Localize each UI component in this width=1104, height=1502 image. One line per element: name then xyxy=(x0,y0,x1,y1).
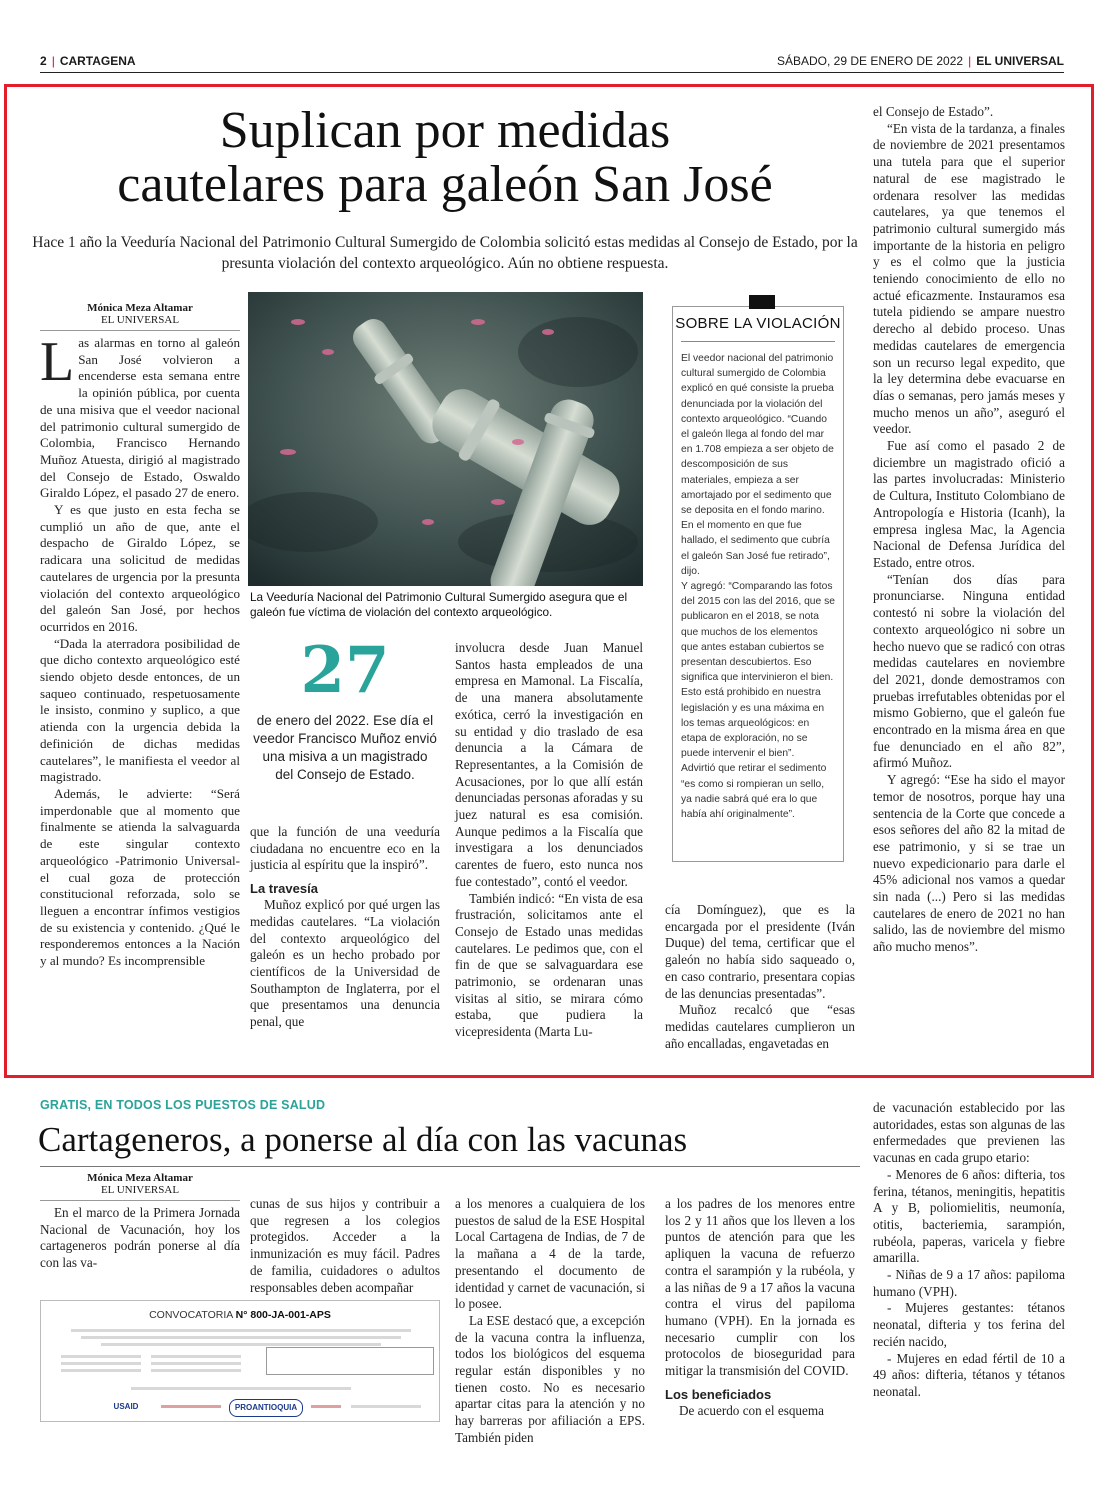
newspaper-name: EL UNIVERSAL xyxy=(976,54,1064,68)
paragraph: “Tenían dos días para pronunciarse. Ninguna entidad contestó ni sobre la violación del contexto arqueológico ni sobre un hecho nuevo que se radicó con otras medidas cautelares en noviembre del 2021, donde demostramos con pruebas irrefutables obtenidas por el mismo Gobierno, que el galeón fue encontrado en la misma área en que fue denunciado en el año 82”, afirmó Muñoz. xyxy=(873,571,1065,771)
sidebar-box xyxy=(672,306,844,862)
article-photo xyxy=(248,292,643,586)
article-headline xyxy=(30,104,860,212)
byline-rule xyxy=(40,1200,240,1201)
page-header: 2 | CARTAGENA SÁBADO, 29 DE ENERO DE 2022 | EL UNIVERSAL xyxy=(40,54,1064,68)
article-column-3 xyxy=(455,640,643,1041)
article-dek: Hace 1 año la Veeduría Nacional del Patrimonio Cultural Sumergido de Colombia solicitó estas medidas al Consejo de Estado, por la presunta violación del contexto arqueológico. Aún no obtiene respuesta. xyxy=(32,234,858,272)
usaid-logo: USAID xyxy=(113,1402,139,1411)
paragraph: “En vista de la tardanza, a finales de noviembre de 2021 presentamos una tutela para que el superior natural de ese magistrado le ordenara resolver las medidas cautelares, ya que tenemos el patrimonio cultural sumergido más importante de la historia en peligro y es el colmo que la justicia teniendo conocimiento de ello no actué eficazmente. Instauramos esa tutela pidiendo se ampare nuestro derecho al debido proceso. Unas medidas cautelares de emergencia son un recurso legal expedito, que la ley determina debe evacuarse en días o semanas, pero jamás meses y mucho menos un año”, aseguró el veedor. xyxy=(873,120,1065,437)
paragraph: cía Domínguez), que es la encargada por el presidente (Iván Duque) del tema, certificar que el galeón no había sido saqueado o, en caso contrario, presentara copias de las denuncias presentadas”. xyxy=(665,902,855,1001)
article-column-1 xyxy=(40,302,240,970)
article2-column-3 xyxy=(455,1196,645,1447)
article2-column-1 xyxy=(40,1172,240,1272)
header-rule xyxy=(40,72,1064,73)
byline xyxy=(40,302,240,326)
paragraph: - Niñas de 9 a 17 años: papiloma humano (VPH). xyxy=(873,1267,1065,1299)
article2-headline: Cartageneros, a ponerse al día con las vacunas xyxy=(38,1120,688,1159)
paragraph: a los padres de los menores entre los 2 y 11 años que los lleven a los puntos de atención para que les apliquen la vacuna de refuerzo contra el sarampión y la rubéola, y a las niñas de 9 a 17 años la vacuna contra el virus del papiloma humano (VPH). En la jornada es necesario cumplir con los protocolos de bioseguridad para mitigar la transmisión del COVID. xyxy=(665,1196,855,1379)
advertisement xyxy=(40,1300,440,1422)
article2-byline xyxy=(40,1172,240,1196)
paragraph: - Menores de 6 años: difteria, tos ferina, tétanos, meningitis, hepatitis A y B, poliomielitis, neumonía, otitis, bacteriemia, sarampión, rubéola, paperas, varicela y fiebre amarilla. xyxy=(873,1166,1065,1266)
paragraph: De acuerdo con el esquema xyxy=(679,1402,824,1418)
subhead: Los beneficiados xyxy=(665,1386,772,1402)
paragraph: as alarmas en torno al galeón San José volvieron a encenderse esta semana entre la opinión pública, por cuenta de una misiva que el veedor nacional del patrimonio cultural sumergido de Colombia, Francisco Hernando Muñoz Atuesta, dirigió al magistrado del Consejo de Estado, Oswaldo Giraldo López, el pasado 27 de enero. xyxy=(40,335,240,501)
proantioquia-logo: PROANTIOQUIA xyxy=(229,1399,303,1417)
article2-kicker: GRATIS, EN TODOS LOS PUESTOS DE SALUD xyxy=(40,1098,326,1112)
ad-title: CONVOCATORIA N° 800-JA-001-APS xyxy=(149,1309,331,1321)
issue-date: SÁBADO, 29 DE ENERO DE 2022 xyxy=(777,54,964,68)
author-name: Mónica Meza Altamar xyxy=(87,1172,193,1184)
article2-rule xyxy=(40,1166,860,1167)
paragraph: En el marco de la Primera Jornada Nacional de Vacunación, hoy los cartageneros podrán ponerse al día con las va- xyxy=(40,1205,240,1271)
ad-info-box xyxy=(266,1347,434,1375)
paragraph: cunas de sus hijos y contribuir a que regresen a los colegios protegidos. Acceder a la inmunización es muy fácil. Padres de familia, cuidadores o adultos responsables deben acompañar xyxy=(250,1196,440,1295)
paragraph: - Mujeres en edad fértil de 10 a 49 años: difteria, tétanos y tétanos neonatal. xyxy=(873,1350,1065,1399)
section-name: CARTAGENA xyxy=(59,54,136,68)
author-org: EL UNIVERSAL xyxy=(100,314,180,326)
sidebar-title: SOBRE LA VIOLACIÓN xyxy=(675,315,841,332)
paragraph: Fue así como el pasado 2 de diciembre un magistrado ofició a las partes involucradas: Ministerio de Cultura, Instituto Colombiano de Antropología e Historia (Icanh), la empresa inglesa Mac, la Agencia Nacional de Defensa Jurídica del Estado, entre otros. xyxy=(873,438,1065,570)
subhead: La travesía xyxy=(250,881,318,897)
paragraph: involucra desde Juan Manuel Santos hasta empleados de una empresa en Mamonal. La Fiscalía, de una manera absolutamente exótica, cerró la investigación en su entidad y dio traslado de esa denuncia a la Cámara de Representantes, a la Comisión de Acusaciones, por lo que allí están denunciadas personas aforadas y su juez natural es esa comisión. Aunque pedimos a la Fiscalía que investigara a los denunciados carentes de fuero, esto nunca nos fue contestado”, contó el veedor. xyxy=(455,640,643,889)
paragraph: Además, le advierte: “Será imperdonable que al momento que finalmente se atienda la salvaguarda de este singular contexto arqueológico -Patrimonio Universal- el cual goza de protección constitucional reforzada, solo se lleguen a encontrar ínfimos vestigios de su existencia y contenido. ¿Qué le responderemos entonces a la Nación y al mundo? Es incomprensible xyxy=(40,785,240,969)
sidebar-paragraph: Y agregó: “Comparando las fotos del 2015 con las del 2016, que se publicaron en el 2018, se nota que muchos de los elementos que antes estaban cubiertos se presentan descubiertos. Eso significa que intervinieron el bien. Esto está prohibido en nuestra legislación y es una máxima en los temas arqueológicos: en etapa de exploración, no se puede intervenir el bien”. xyxy=(681,581,836,760)
paragraph: que la función de una veeduría ciudadana no encuentre eco en la justicia al espíritu que la inspiró”. xyxy=(250,824,440,873)
sidebar-bar xyxy=(749,295,775,309)
sidebar-rule xyxy=(681,341,835,342)
paragraph: a los menores a cualquiera de los puestos de salud de la ESE Hospital Local Cartagena de Indias, de 7 de la mañana a 4 de la tarde, presentando el documento de identidad y carnet de vacunación, si lo posee. xyxy=(455,1196,645,1312)
paragraph: de vacunación establecido por las autoridades, estas son algunas de las enfermedades que previenen las vacunas en cada grupo etario: xyxy=(873,1100,1065,1166)
article-column-2 xyxy=(250,824,440,1031)
article2-column-4 xyxy=(665,1196,855,1419)
paragraph: - Mujeres gestantes: tétanos neonatal, difteria y tos ferina del recién nacido, xyxy=(873,1300,1065,1349)
photo-caption: La Veeduría Nacional del Patrimonio Cultural Sumergido asegura que el galeón fue víctima de violación del contexto arqueológico. xyxy=(250,590,628,619)
paragraph: También indicó: “En vista de esa frustración, solicitamos ante el Consejo de Estado unas medidas cautelares. Le pedimos que, con el fin de que se salvaguardara ese patrimonio, se ordenaran unas visitas al sitio, se mirara cómo estaba, que pudiera la vicepresidenta (Marta Lu- xyxy=(455,890,643,1040)
page-number: 2 xyxy=(40,54,47,68)
article-column-4 xyxy=(665,902,855,1052)
paragraph: Y es que justo en esta fecha se cumplió un año de que, ante el despacho de Giraldo López, se radicara una solicitud de medidas cautelares de urgencia por la presunta violación del contexto arqueológico del galeón San José, por hechos ocurridos en 2016. xyxy=(40,502,240,634)
sidebar-paragraph: Advirtió que retirar el sedimento “es como si rompieran un sello, ya nadie sabrá qué era lo que había ahí originalmente”. xyxy=(681,763,827,821)
shipwreck-cannons-image xyxy=(248,292,643,586)
highlight-number: 27 xyxy=(300,633,390,708)
paragraph: Muñoz recalcó que “esas medidas cautelares cumplieron un año encalladas, engavetadas en xyxy=(665,1002,855,1051)
article2-column-2 xyxy=(250,1196,440,1296)
paragraph: Y agregó: “Ese ha sido el mayor temor de nosotros, porque hay una sentencia de la Corte que concede a esos señores del año 82 la mitad de ese patrimonio, y si se trae un nuevo expedicionario para darle el 45% adicional nos vamos a quedar sin nada (...) Pero si las medidas cautelares de enero de 2021 no han salido, las de noviembre del mismo año mucho menos”. xyxy=(873,772,1065,955)
paragraph: “Dada la aterradora posibilidad de que dicho contexto arqueológico esté siendo objeto desde entonces, de un saqueo continuado, respetuosamente le insisto, conmino y suplico, a que atienda con la urgencia debida la definición de dichas medidas cautelares”, le manifiesta el veedor al magistrado. xyxy=(40,635,240,785)
article-column-5 xyxy=(873,104,1065,956)
dropcap: L xyxy=(40,331,75,393)
highlight-text: de enero del 2022. Ese día el veedor Francisco Muñoz envió una misiva a un magistrado del Consejo de Estado. xyxy=(253,713,437,782)
paragraph: el Consejo de Estado”. xyxy=(873,104,994,119)
sidebar-paragraph: El veedor nacional del patrimonio cultural sumergido de Colombia explicó en qué consiste la prueba denunciada por la violación del contexto arqueológico. “Cuando el galeón llega al fondo del mar en 1.708 empieza a ser objeto de descomposición de sus materiales, empieza a ser amortajado por el sedimento que se deposita en el fondo marino. En el momento en que fue hallado, el sedimento que cubría el galeón San José fue retirado”, dijo. xyxy=(681,353,834,577)
paragraph: La ESE destacó que, a excepción de la vacuna contra la influenza, todos los biológicos del esquema regular están disponibles y no tienen costo. No es necesario apartar citas para la atención y no hay barreras por afiliación a EPS. También piden xyxy=(455,1312,645,1445)
author-org: EL UNIVERSAL xyxy=(100,1184,180,1196)
author-name: Mónica Meza Altamar xyxy=(87,302,193,314)
article2-column-5 xyxy=(873,1100,1065,1401)
paragraph: Muñoz explicó por qué urgen las medidas cautelares. “La violación del contexto arqueológico del galeón es un hecho probado por científicos de la Universidad de Southampton de Inglaterra, por el que presentamos una denuncia penal, que xyxy=(250,897,440,1030)
headline-line-2: cautelares para galeón San José xyxy=(117,156,773,213)
headline-line-1: Suplican por medidas xyxy=(219,102,671,159)
